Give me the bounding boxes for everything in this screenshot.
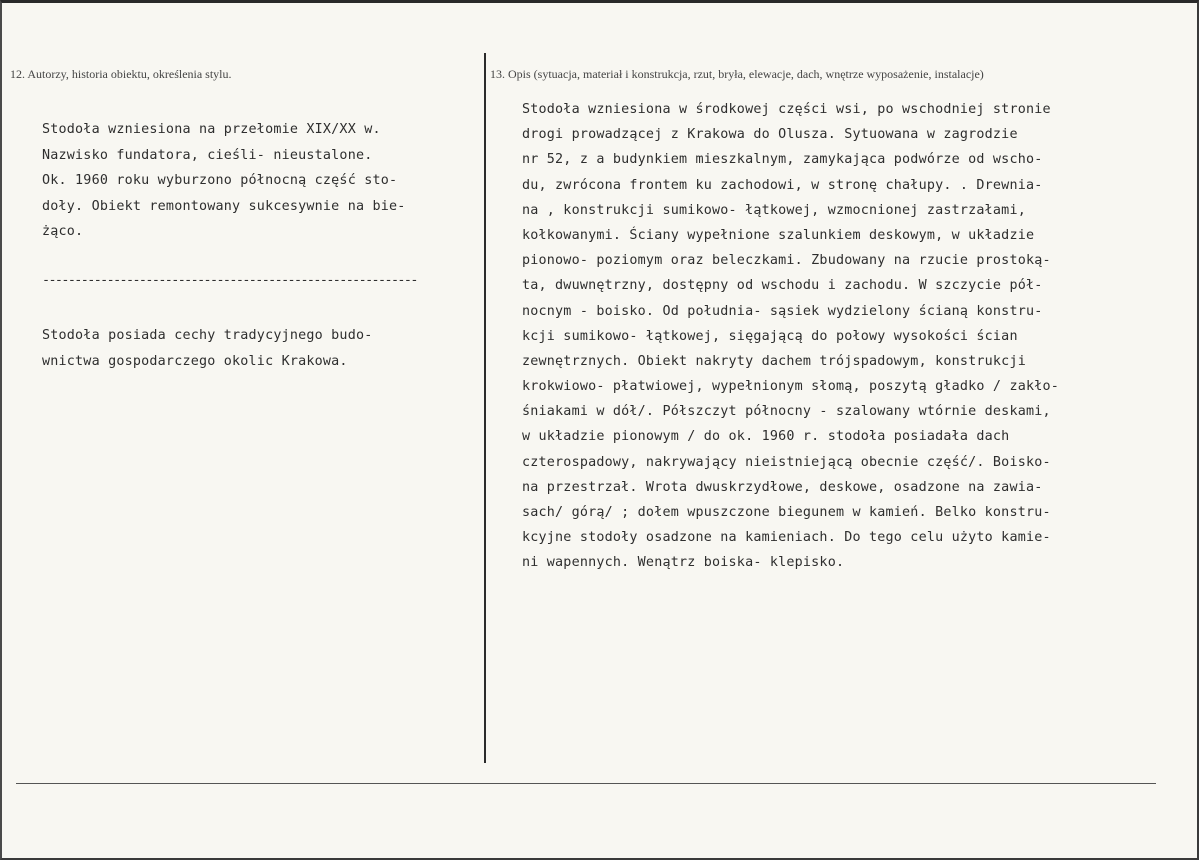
description-text bbox=[522, 97, 1059, 576]
text-line: kołkowanymi. Ściany wypełnione szalunkiem deskowym, w układzie bbox=[522, 227, 1035, 243]
text-line: ni wapennych. Wenątrz boiska- klepisko. bbox=[522, 555, 845, 571]
bottom-rule bbox=[16, 783, 1156, 784]
text-line: zewnętrznych. Obiekt nakryty dachem trójspadowym, konstrukcji bbox=[522, 353, 1026, 369]
text-line: sach/ górą/ ; dołem wpuszczone biegunem w kamień. Belko konstru- bbox=[522, 505, 1051, 520]
text-line: Stodoła wzniesiona na przełomie XIX/XX w. bbox=[42, 122, 381, 137]
text-line: drogi prowadzącej z Krakowa do Olusza. Sytuowana w zagrodzie bbox=[522, 127, 1018, 143]
text-line: Nazwisko fundatora, cieśli- nieustalone. bbox=[42, 147, 373, 163]
text-line: nocnym - boisko. Od południa- sąsiek wydzielony ścianą konstru- bbox=[522, 303, 1043, 319]
text-line: śniakami w dół/. Półszczyt północny - szalowany wtórnie deskami, bbox=[522, 404, 1051, 420]
section-12-heading: 12. Autorzy, historia obiektu, określenia stylu. bbox=[10, 67, 232, 81]
text-line: krokwiowo- płatwiowej, wypełnionym słomą, poszytą gładko / zakło- bbox=[522, 379, 1060, 395]
typed-separator: ---------------------------------------------------------- bbox=[42, 273, 417, 288]
text-line: na przestrzał. Wrota dwuskrzydłowe, deskowe, osadzone na zawia- bbox=[522, 479, 1043, 495]
text-line: nr 52, z a budynkiem mieszkalnym, zamykająca podwórze od wscho- bbox=[522, 152, 1043, 168]
style-text bbox=[42, 323, 372, 374]
text-line: ta, dwuwnętrzny, dostępny od wschodu i zachodu. W szczycie pół- bbox=[522, 278, 1043, 294]
text-line: Ok. 1960 roku wyburzono północną część sto- bbox=[42, 173, 398, 188]
column-divider bbox=[484, 53, 486, 763]
text-line: pionowo- poziomym oraz beleczkami. Zbudowany na rzucie prostoką- bbox=[522, 253, 1051, 269]
section-13-heading: 13. Opis (sytuacja, materiał i konstrukcja, rzut, bryła, elewacje, dach, wnętrze wyposażenie, instalacje) bbox=[490, 67, 984, 81]
history-text bbox=[42, 117, 406, 245]
text-line: doły. Obiekt remontowany sukcesywnie na bie- bbox=[42, 198, 406, 214]
text-line: wnictwa gospodarczego okolic Krakowa. bbox=[42, 353, 348, 369]
text-line: na , konstrukcji sumikowo- łątkowej, wzmocnionej zastrzałami, bbox=[522, 202, 1026, 218]
text-line: czterospadowy, nakrywający nieistniejącą obecnie część/. Boisko- bbox=[522, 454, 1051, 470]
text-line: Stodoła posiada cechy tradycyjnego budo- bbox=[42, 328, 373, 343]
text-line: du, zwrócona frontem ku zachodowi, w stronę chałupy. . Drewnia- bbox=[522, 177, 1043, 193]
text-line: kcyjne stodoły osadzone na kamieniach. Do tego celu użyto kamie- bbox=[522, 530, 1051, 546]
text-line: Stodoła wzniesiona w środkowej części wsi, po wschodniej stronie bbox=[522, 102, 1051, 117]
text-line: kcji sumikowo- łątkowej, sięgającą do połowy wysokości ścian bbox=[522, 328, 1018, 344]
text-line: żąco. bbox=[42, 224, 84, 239]
text-line: w układzie pionowym / do ok. 1960 r. stodoła posiadała dach bbox=[522, 429, 1010, 445]
